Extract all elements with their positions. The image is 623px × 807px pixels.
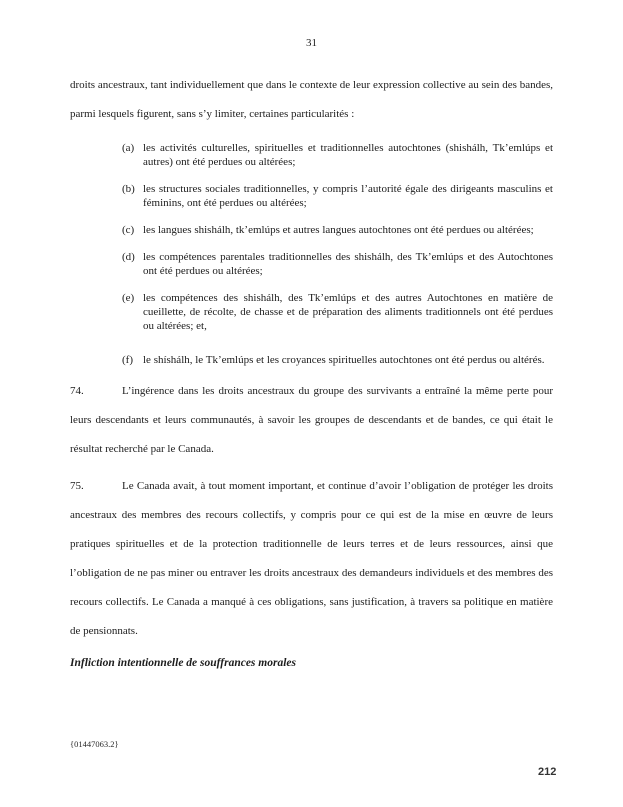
paragraph-number: 75. [70,480,84,492]
intro-paragraph: droits ancestraux, tant individuellement que dans le contexte de leur expression collective au sein des bandes, parmi lesquels figurent, sans s’y limiter, certaines particularités : [70,79,553,120]
lettered-sublist [70,141,553,375]
footer-stamp-number: 212 [538,766,557,778]
list-item-text: les structures sociales traditionnelles, y compris l’autorité égale des dirigeants masculins et féminins, ont été perdues ou altérées; [143,183,553,209]
list-item-e [122,291,553,333]
list-item-f [122,346,553,375]
list-item-label: (a) [122,142,135,154]
list-item-d [122,250,553,278]
paragraph-text: Le Canada avait, à tout moment important, et continue d’avoir l’obligation de protéger les droits ancestraux des membres des recours collectifs, y compris pour ce qui est de la mise en œuvre de leurs pratiques spirituelles et de la protection traditionnelle de leurs terres et de leurs ressources, ainsi que l’obligation de ne pas miner ou entraver les droits ancestraux des demandeurs individuels et des membres des recours collectifs. Le Canada a manqué à ces obligations, sans justification, à travers sa politique en matière de pensionnats. [70,480,553,637]
list-item-text: les compétences parentales traditionnelles des shishálh, des Tk’emlúps et des Autochtones ont été perdues ou altérées; [143,251,553,277]
list-item-text: les compétences des shishálh, des Tk’emlúps et des autres Autochtones en matière de cueillette, de récolte, de chasse et de préparation des aliments traditionnels ont été perdues ou altérées; et, [143,292,553,332]
page-number-header: 31 [306,37,317,49]
paragraph-text: L’ingérence dans les droits ancestraux du groupe des survivants a entraîné la même perte pour leurs descendants et leurs communautés, à savoir les groupes de descendants et de bandes, ce qui était le résultat recherché par le Canada. [70,385,553,455]
paragraph-number: 74. [70,385,84,397]
document-body [70,71,553,670]
list-item-text: les activités culturelles, spirituelles et traditionnelles autochtones (shishálh, Tk’emlúps et autres) ont été perdues ou altérées; [143,142,553,168]
list-item-label: (c) [122,224,135,236]
list-item-label: (f) [122,354,133,366]
paragraph-75 [70,472,553,646]
paragraph-74 [70,377,553,464]
list-item-a [122,141,553,169]
footer-doc-code: {01447063.2} [70,739,119,749]
list-item-b [122,182,553,210]
list-item-label: (e) [122,292,135,304]
list-item-text: le shíshálh, le Tk’emlúps et les croyances spirituelles autochtones ont été perdus ou altérés. [143,354,545,366]
list-item-label: (d) [122,251,135,263]
list-item-c [122,223,553,237]
list-item-label: (b) [122,183,135,195]
list-item-text: les langues shishálh, tk’emlúps et autres langues autochtones ont été perdues ou altérées; [143,224,534,236]
section-heading: Infliction intentionnelle de souffrances morales [70,657,296,669]
